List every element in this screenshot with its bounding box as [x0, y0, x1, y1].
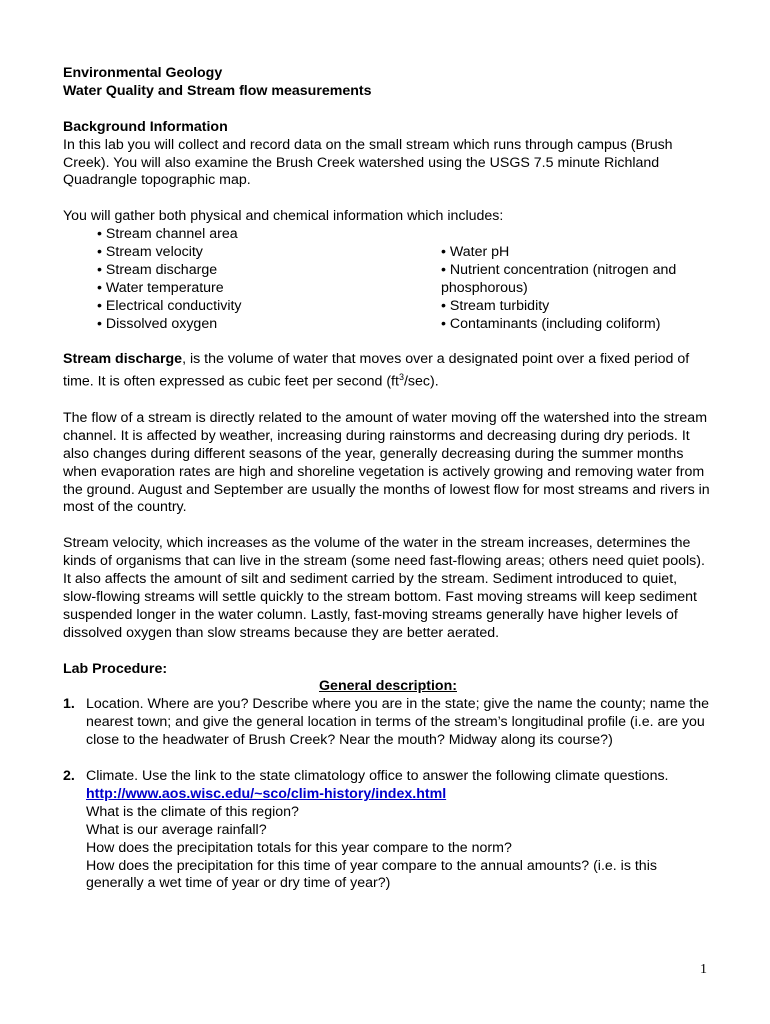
bullet-item: • Stream channel area	[97, 226, 238, 243]
question: How does the precipitation totals for this year compare to the norm?	[86, 839, 512, 856]
bullet-item: • Water pH	[441, 244, 510, 261]
document-page	[63, 65, 713, 893]
discharge-paragraph	[63, 351, 713, 392]
question: What is our average rainfall?	[86, 821, 267, 838]
item-text	[86, 768, 713, 804]
question: What is the climate of this region?	[86, 803, 299, 820]
procedure-item-location	[63, 696, 713, 750]
bullets-chemical	[441, 226, 713, 333]
bullet-item: • Water temperature	[97, 279, 224, 296]
procedure-heading: Lab Procedure:	[63, 660, 168, 677]
bullet-item: • Nutrient concentration (nitrogen and phosphorous)	[441, 261, 677, 296]
measurement-bullets	[63, 226, 713, 333]
bullet-item: • Dissolved oxygen	[97, 315, 218, 332]
climatology-link[interactable]: http://www.aos.wisc.edu/~sco/clim-history/index.html	[86, 785, 447, 802]
general-description-heading: General description:	[319, 678, 457, 695]
bullet-item: • Stream turbidity	[441, 297, 550, 314]
page-number: 1	[700, 962, 707, 977]
item-text: Location. Where are you? Describe where you are in the state; give the name the county; name the nearest town; and give the general location in terms of the stream’s longitudinal profile (i.e. are you close to the headwater of Brush Creek? Near the mouth? Midway along its course?)	[86, 696, 710, 749]
bullets-physical	[63, 226, 441, 333]
procedure-item-climate	[63, 768, 713, 893]
item-number: 1.	[63, 696, 75, 713]
flow-paragraph: The flow of a stream is directly related to the amount of water moving off the watershed into the stream channel. It is affected by weather, increasing during rainstorms and decreasing during dry periods. It also changes during different seasons of the year, generally decreasing during the summer months when evaporation rates are high and shoreline vegetation is actively growing and removing water from the ground. August and September are usually the months of lowest flow for most streams and rivers in most of the country.	[63, 409, 710, 516]
bullet-item: • Stream discharge	[97, 261, 218, 278]
doc-subtitle: Water Quality and Stream flow measurements	[63, 82, 372, 99]
climate-lead: Climate. Use the link to the state climatology office to answer the following climate questions.	[86, 767, 669, 784]
item-number: 2.	[63, 767, 75, 784]
background-intro: In this lab you will collect and record data on the small stream which runs through campus (Brush Creek). You will also examine the Brush Creek watershed using the USGS 7.5 minute Richland Quadrangle topographic map.	[63, 136, 673, 189]
doc-title: Environmental Geology	[63, 65, 223, 81]
velocity-paragraph: Stream velocity, which increases as the volume of the water in the stream increases, determines the kinds of organisms that can live in the stream (some need fast-flowing areas; others need quiet pools). It also affects the amount of silt and sediment carried by the stream. Sediment introduced to quiet, slow-flowing streams will settle quickly to the stream bottom. Fast moving streams will keep sediment suspended longer in the water column. Lastly, fast-moving streams generally have higher levels of dissolved oxygen than slow streams because they are better aerated.	[63, 535, 705, 641]
discharge-text-end: /sec).	[403, 374, 439, 391]
bullet-item: • Contaminants (including coliform)	[441, 315, 661, 332]
discharge-term: Stream discharge	[63, 351, 183, 368]
gather-intro: You will gather both physical and chemical information which includes:	[63, 208, 504, 225]
question: How does the precipitation for this time of year compare to the annual amounts? (i.e. is this generally a wet time of year or dry time of year?)	[86, 857, 657, 892]
item-body	[86, 768, 713, 893]
superscript: 3	[398, 372, 404, 383]
background-heading: Background Information	[63, 118, 228, 135]
bullet-item: • Electrical conductivity	[97, 297, 242, 314]
discharge-text: , is the volume of water that moves over a designated point over a fixed period of time. It is often expressed as cubic feet per second (ft	[63, 351, 690, 391]
bullet-item: • Stream velocity	[97, 244, 203, 261]
